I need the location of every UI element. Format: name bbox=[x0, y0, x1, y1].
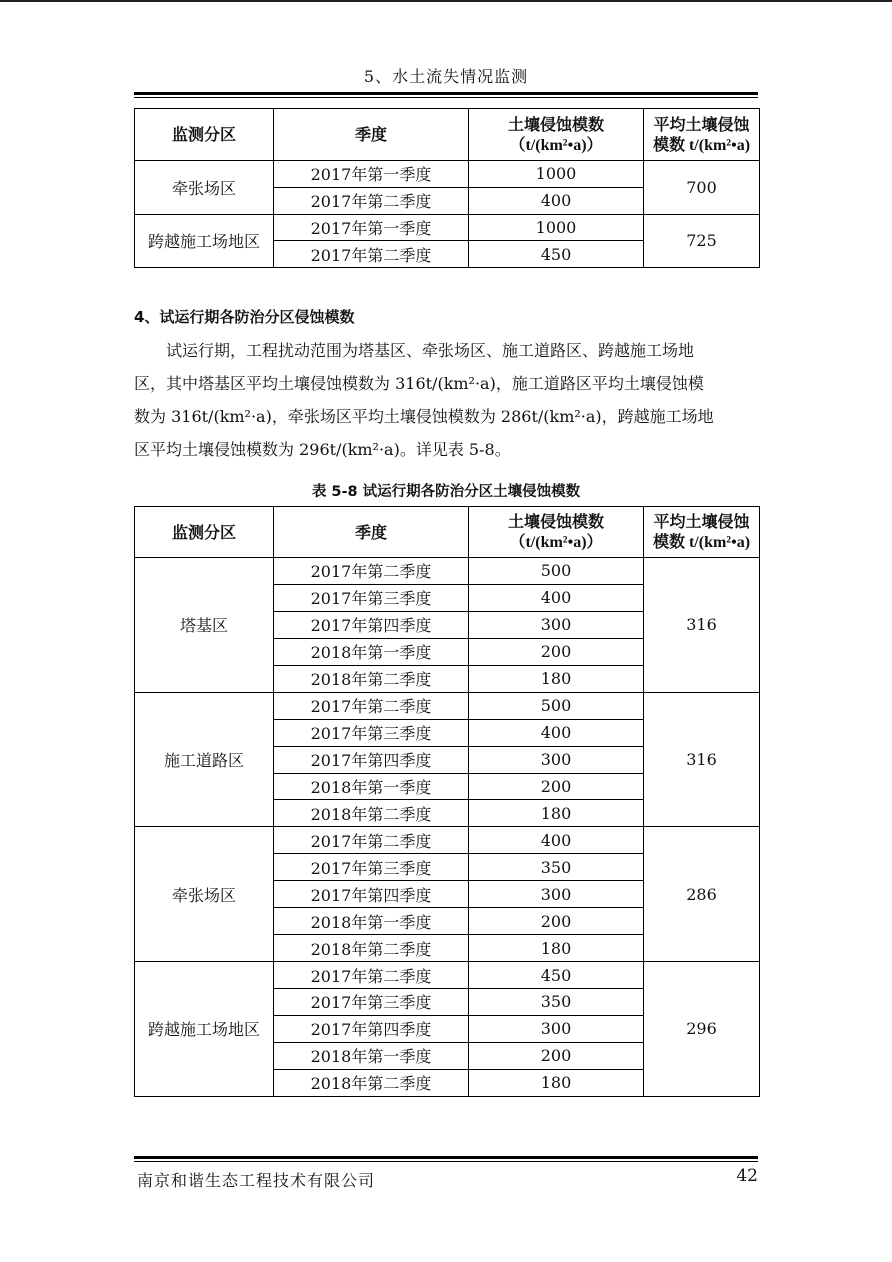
table-erosion-construction bbox=[134, 108, 760, 268]
cell-modulus: 500 bbox=[469, 558, 644, 585]
header-modulus-line1: 土壤侵蚀模数 bbox=[507, 114, 604, 134]
footer-rule-thin bbox=[134, 1161, 758, 1162]
cell-average: 725 bbox=[644, 214, 760, 268]
table-body bbox=[135, 558, 760, 1097]
header-average-line1: 平均土壤侵蚀 bbox=[653, 114, 750, 134]
page-top-border bbox=[0, 0, 892, 2]
header-modulus-line2: （t/(km²•a)） bbox=[509, 534, 603, 551]
header-modulus-line2: （t/(km²•a)） bbox=[509, 136, 603, 154]
table-row bbox=[135, 214, 760, 241]
table-header-row bbox=[135, 109, 760, 161]
paragraph-line: 试运行期，工程扰动范围为塔基区、牵张场区、施工道路区、跨越施工场地 bbox=[134, 341, 695, 360]
cell-modulus: 200 bbox=[469, 773, 644, 800]
header-rule-thick bbox=[134, 92, 758, 95]
cell-modulus: 180 bbox=[469, 1069, 644, 1096]
cell-modulus: 300 bbox=[469, 1015, 644, 1042]
cell-modulus: 400 bbox=[469, 719, 644, 746]
cell-modulus: 500 bbox=[469, 692, 644, 719]
paragraph-line: 区，其中塔基区平均土壤侵蚀模数为 316t/(km²·a)，施工道路区平均土壤侵蚀模 bbox=[134, 374, 704, 393]
header-rule-thin bbox=[134, 97, 758, 98]
table-row bbox=[135, 962, 760, 989]
cell-quarter: 2017年第三季度 bbox=[274, 719, 469, 746]
cell-zone: 跨越施工场地区 bbox=[135, 214, 274, 268]
cell-quarter: 2017年第二季度 bbox=[274, 962, 469, 989]
table-row bbox=[135, 692, 760, 719]
table-row bbox=[135, 161, 760, 188]
cell-modulus: 300 bbox=[469, 881, 644, 908]
cell-modulus: 200 bbox=[469, 908, 644, 935]
cell-quarter: 2017年第四季度 bbox=[274, 881, 469, 908]
cell-modulus: 400 bbox=[469, 827, 644, 854]
cell-quarter: 2018年第一季度 bbox=[274, 638, 469, 665]
cell-modulus: 300 bbox=[469, 746, 644, 773]
cell-average: 286 bbox=[644, 827, 760, 962]
header-modulus bbox=[469, 109, 644, 161]
cell-zone: 塔基区 bbox=[135, 558, 274, 693]
cell-quarter: 2017年第二季度 bbox=[274, 187, 469, 214]
cell-modulus: 400 bbox=[469, 187, 644, 214]
header-average-line2: 模数 t/(km²•a) bbox=[652, 534, 751, 551]
section-heading: 4、试运行期各防治分区侵蚀模数 bbox=[134, 308, 355, 326]
header-quarter: 季度 bbox=[274, 109, 469, 161]
table-row bbox=[135, 827, 760, 854]
header-average bbox=[644, 507, 760, 558]
footer-company-name: 南京和谐生态工程技术有限公司 bbox=[137, 1171, 376, 1190]
cell-average: 296 bbox=[644, 962, 760, 1097]
header-zone: 监测分区 bbox=[135, 507, 274, 558]
cell-modulus: 200 bbox=[469, 638, 644, 665]
table-header-row bbox=[135, 507, 760, 558]
cell-quarter: 2018年第一季度 bbox=[274, 1042, 469, 1069]
cell-quarter: 2018年第二季度 bbox=[274, 1069, 469, 1096]
cell-quarter: 2017年第一季度 bbox=[274, 161, 469, 188]
cell-modulus: 450 bbox=[469, 241, 644, 268]
cell-quarter: 2018年第一季度 bbox=[274, 908, 469, 935]
cell-average: 316 bbox=[644, 558, 760, 693]
cell-zone: 施工道路区 bbox=[135, 692, 274, 827]
footer-rule-thick bbox=[134, 1156, 758, 1159]
cell-zone: 牵张场区 bbox=[135, 161, 274, 215]
cell-quarter: 2017年第四季度 bbox=[274, 746, 469, 773]
table-row bbox=[135, 558, 760, 585]
page-number: 42 bbox=[736, 1166, 758, 1186]
header-average-line2: 模数 t/(km²•a) bbox=[652, 136, 751, 154]
cell-quarter: 2018年第一季度 bbox=[274, 773, 469, 800]
cell-zone: 跨越施工场地区 bbox=[135, 962, 274, 1097]
cell-average: 700 bbox=[644, 161, 760, 215]
header-average bbox=[644, 109, 760, 161]
header-modulus bbox=[469, 507, 644, 558]
paragraph-line: 区平均土壤侵蚀模数为 296t/(km²·a)。详见表 5-8。 bbox=[134, 440, 511, 459]
cell-modulus: 200 bbox=[469, 1042, 644, 1069]
cell-quarter: 2018年第二季度 bbox=[274, 800, 469, 827]
cell-modulus: 180 bbox=[469, 800, 644, 827]
cell-modulus: 1000 bbox=[469, 214, 644, 241]
cell-quarter: 2018年第二季度 bbox=[274, 665, 469, 692]
cell-quarter: 2017年第四季度 bbox=[274, 611, 469, 638]
table-erosion-trial-run bbox=[134, 506, 760, 1097]
cell-modulus: 350 bbox=[469, 989, 644, 1016]
cell-quarter: 2017年第二季度 bbox=[274, 692, 469, 719]
header-quarter: 季度 bbox=[274, 507, 469, 558]
cell-quarter: 2017年第二季度 bbox=[274, 241, 469, 268]
cell-quarter: 2017年第二季度 bbox=[274, 558, 469, 585]
cell-modulus: 400 bbox=[469, 584, 644, 611]
cell-quarter: 2017年第三季度 bbox=[274, 854, 469, 881]
cell-modulus: 450 bbox=[469, 962, 644, 989]
cell-quarter: 2017年第三季度 bbox=[274, 989, 469, 1016]
table-caption: 表 5-8 试运行期各防治分区土壤侵蚀模数 bbox=[311, 484, 581, 500]
cell-modulus: 180 bbox=[469, 665, 644, 692]
header-modulus-line1: 土壤侵蚀模数 bbox=[507, 512, 604, 531]
cell-quarter: 2018年第二季度 bbox=[274, 935, 469, 962]
body-paragraph bbox=[134, 334, 758, 466]
cell-average: 316 bbox=[644, 692, 760, 827]
cell-modulus: 180 bbox=[469, 935, 644, 962]
cell-quarter: 2017年第三季度 bbox=[274, 584, 469, 611]
running-header-title: 5、水土流失情况监测 bbox=[363, 67, 529, 86]
paragraph-line: 数为 316t/(km²·a)，牵张场区平均土壤侵蚀模数为 286t/(km²·a)，跨越施工场地 bbox=[134, 407, 714, 426]
cell-modulus: 1000 bbox=[469, 161, 644, 188]
cell-quarter: 2017年第四季度 bbox=[274, 1015, 469, 1042]
cell-modulus: 350 bbox=[469, 854, 644, 881]
cell-quarter: 2017年第二季度 bbox=[274, 827, 469, 854]
cell-zone: 牵张场区 bbox=[135, 827, 274, 962]
header-average-line1: 平均土壤侵蚀 bbox=[653, 512, 750, 531]
table-body bbox=[135, 161, 760, 268]
cell-modulus: 300 bbox=[469, 611, 644, 638]
cell-quarter: 2017年第一季度 bbox=[274, 214, 469, 241]
header-zone: 监测分区 bbox=[135, 109, 274, 161]
